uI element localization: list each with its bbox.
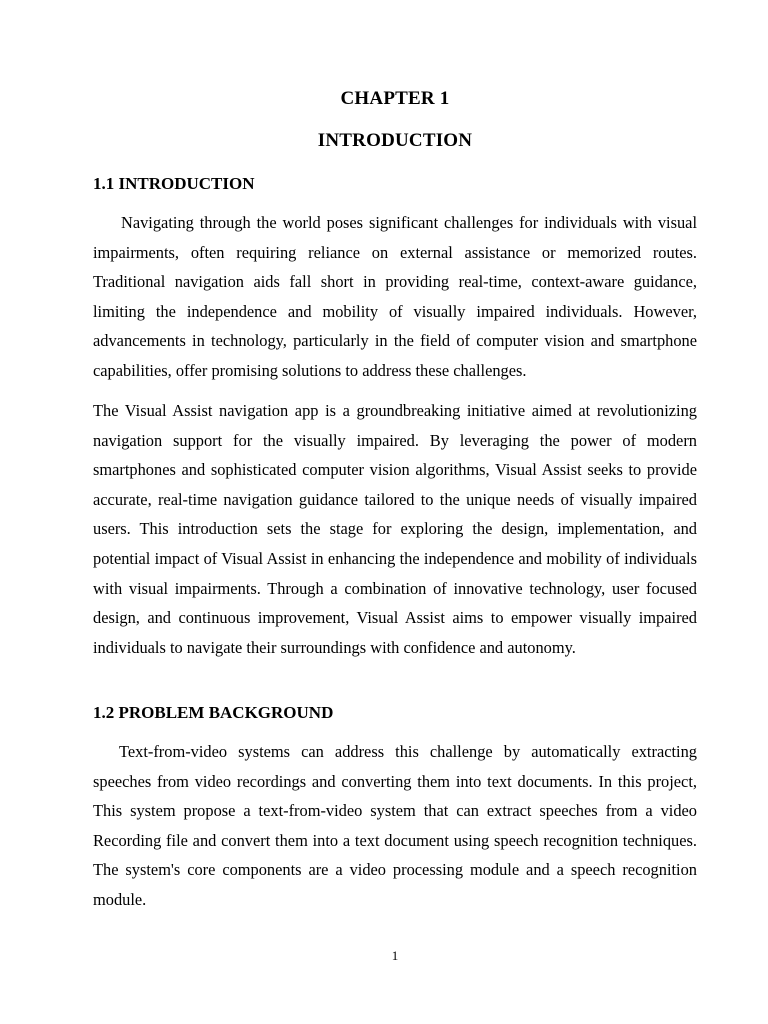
chapter-title: INTRODUCTION <box>317 130 473 151</box>
section-heading-problem-background: 1.2 PROBLEM BACKGROUND <box>93 703 334 722</box>
paragraph-introduction-1: Navigating through the world poses significant challenges for individuals with visual impairments, often requiring reliance on external assistance or memorized routes. Traditional navigation aids fall short in providing real-time, context-aware guidance, limiting the independence and mobility of visually impaired individuals. However, advancements in technology, particularly in the field of computer vision and smartphone capabilities, offer promising solutions to address these challenges. <box>93 213 697 380</box>
paragraph-problem-background-1: Text-from-video systems can address this challenge by automatically extracting speeches from video recordings and converting them into text documents. In this project, This system propose a text-from-video system that can extract speeches from a video Recording file and convert them into a text document using speech recognition techniques. The system's core components are a video processing module and a speech recognition module. <box>93 742 697 909</box>
chapter-number: CHAPTER 1 <box>340 88 450 109</box>
paragraph-introduction-2: The Visual Assist navigation app is a groundbreaking initiative aimed at revolutionizing navigation support for the visually impaired. By leveraging the power of modern smartphones and sophisticated computer vision algorithms, Visual Assist seeks to provide accurate, real-time navigation guidance tailored to the unique needs of visually impaired users. This introduction sets the stage for exploring the design, implementation, and potential impact of Visual Assist in enhancing the independence and mobility of individuals with visual impairments. Through a combination of innovative technology, user focused design, and continuous improvement, Visual Assist aims to empower visually impaired individuals to navigate their surroundings with confidence and autonomy. <box>93 401 697 657</box>
page-number: 1 <box>391 948 399 963</box>
section-heading-introduction: 1.1 INTRODUCTION <box>93 174 255 193</box>
